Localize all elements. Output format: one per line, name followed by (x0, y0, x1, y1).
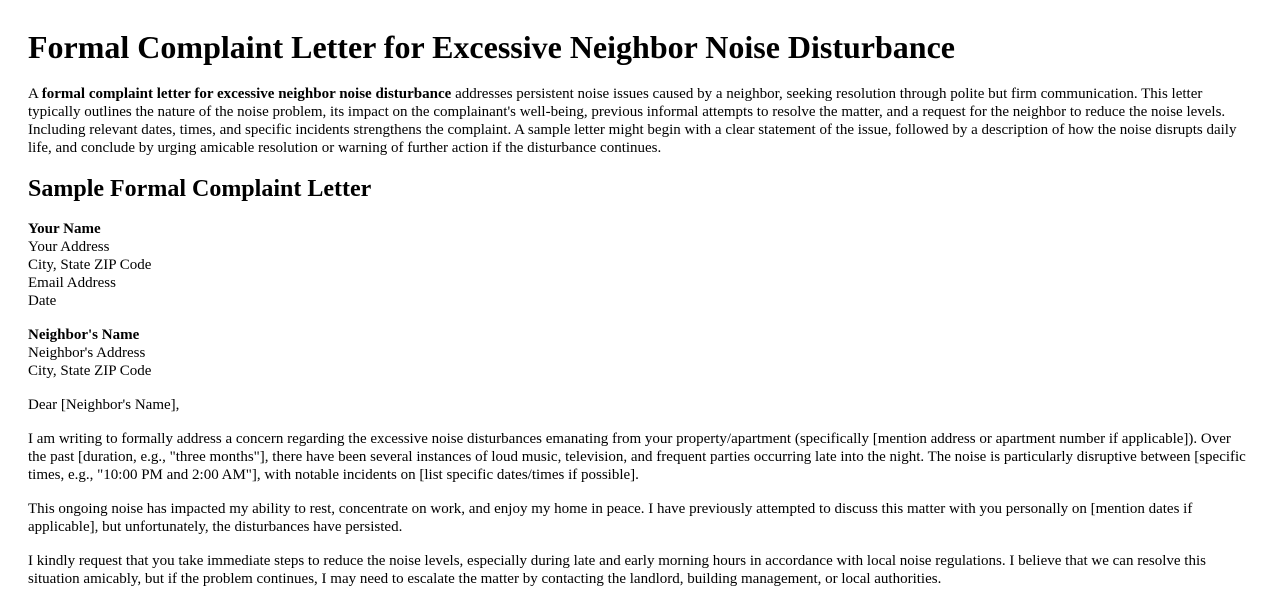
recipient-city: City, State ZIP Code (28, 363, 152, 379)
section-heading: Sample Formal Complaint Letter (28, 176, 372, 202)
page-title: Formal Complaint Letter for Excessive Neighbor Noise Disturbance (28, 29, 955, 65)
recipient-name: Neighbor's Name (28, 327, 140, 343)
sender-date: Date (28, 293, 57, 309)
recipient-block (28, 326, 1250, 380)
intro-rest: addresses persistent noise issues caused by a neighbor, seeking resolution through polite but firm communication. This letter typically outlines the nature of the noise problem, its impact on the complainant's well-being, previous informal attempts to resolve the matter, and a request for the neighbor to reduce the noise levels. Including relevant dates, times, and specific incidents strengthens the complaint. A sample letter might begin with a clear statement of the issue, followed by a description of how the noise disrupts daily life, and conclude by urging amicable resolution or warning of further action if the disturbance continues. (28, 86, 1237, 156)
intro-prefix: A (28, 86, 42, 102)
intro-paragraph (28, 85, 1250, 157)
letter-paragraph-1: I am writing to formally address a concern regarding the excessive noise disturbances emanating from your property/apartment (specifically [mention address or apartment number if applicable]). Over the past [duration, e.g., "three months"], there have been several instances of loud music, television, and frequent parties occurring late into the night. The noise is particularly disruptive between [specific times, e.g., "10:00 PM and 2:00 AM"], with notable incidents on [list specific dates/times if possible]. (28, 431, 1246, 483)
sender-block (28, 220, 1250, 310)
intro-bold-phrase: formal complaint letter for excessive neighbor noise disturbance (41, 86, 452, 102)
sender-email: Email Address (28, 275, 116, 291)
letter-paragraph-3: I kindly request that you take immediate steps to reduce the noise levels, especially during late and early morning hours in accordance with local noise regulations. I believe that we can resolve this situation amicably, but if the problem continues, I may need to escalate the matter by contacting the landlord, building management, or local authorities. (28, 553, 1206, 587)
salutation: Dear [Neighbor's Name], (28, 397, 180, 413)
sender-address: Your Address (28, 239, 110, 255)
letter-paragraph-2: This ongoing noise has impacted my ability to rest, concentrate on work, and enjoy my home in peace. I have previously attempted to discuss this matter with you personally on [mention dates if applicable], but unfortunately, the disturbances have persisted. (28, 501, 1193, 535)
sender-name: Your Name (28, 221, 101, 237)
recipient-address: Neighbor's Address (28, 345, 146, 361)
sender-city: City, State ZIP Code (28, 257, 152, 273)
